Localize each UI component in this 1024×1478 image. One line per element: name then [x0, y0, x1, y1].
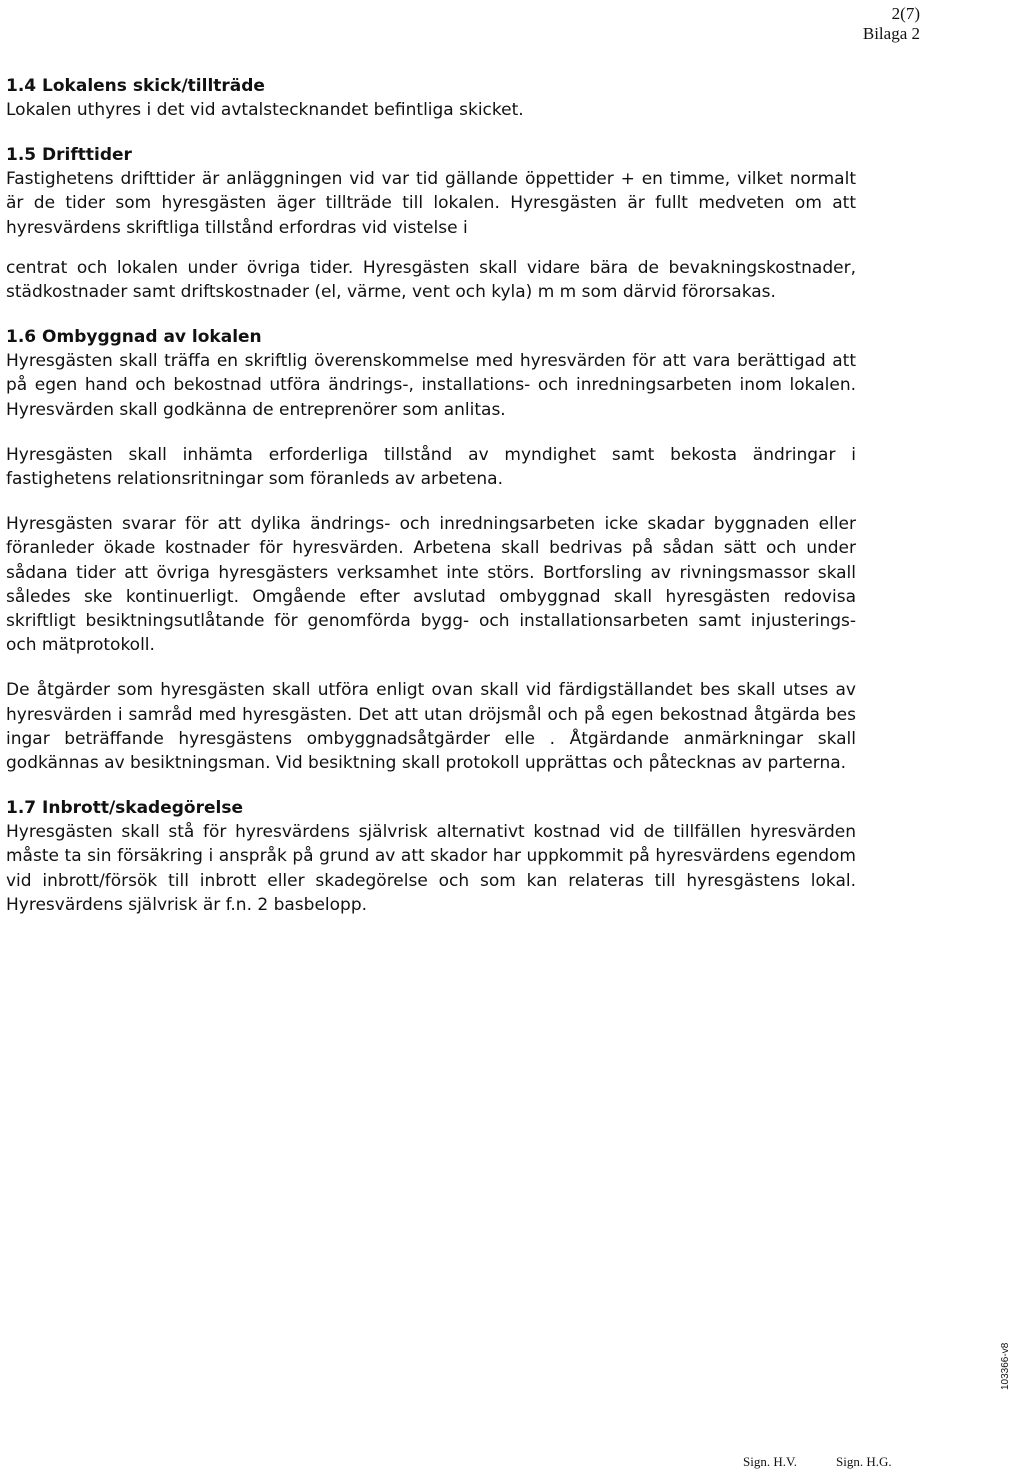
section-ombyggnad — [6, 325, 856, 775]
paragraph: Hyresgästen skall stå för hyresvärdens självrisk alternativt kostnad vid de tillfällen hyresvärden måste ta sin försäkring i anspråk på grund av att skador har uppkommit på hyresvärdens egendom vid inbrott/försök till inbrott eller skadegörelse och som kan relateras till hyresgästens lokal. Hyresvärdens självrisk är f.n. 2 basbelopp. — [6, 822, 856, 915]
document-code: 103366-v8 — [1000, 1342, 1011, 1390]
paragraph: centrat och lokalen under övriga tider. Hyresgästen skall vidare bära de bevakningskostnader, städkostnader samt driftskostnader (el, värme, vent och kyla) m m som därvid förorsakas. — [6, 257, 856, 303]
document-body — [6, 74, 856, 938]
section-heading: 1.6 Ombyggnad av lokalen — [6, 327, 262, 348]
page-header — [863, 4, 920, 44]
signature-hyresvard: Sign. H.V. — [743, 1454, 797, 1469]
section-heading: 1.4 Lokalens skick/tillträde — [6, 76, 265, 96]
appendix-label: Bilaga 2 — [862, 24, 920, 43]
paragraph: Lokalen uthyres i det vid avtalstecknandet befintliga skicket. — [6, 100, 524, 120]
section-heading: 1.7 Inbrott/skadegörelse — [6, 798, 243, 819]
section-heading: 1.5 Drifttider — [6, 145, 132, 166]
section-lokalens-skick — [6, 74, 856, 122]
page-number: 2(7) — [891, 4, 920, 23]
paragraph: Hyresgästen svarar för att dylika ändrings- och inredningsarbeten icke skadar byggnaden eller föranleder ökade kostnader för hyresvärden. Arbetena skall bedrivas på sådan sätt och under sådana tider att övriga hyresgästers verksamhet inte störs. Bortforsling av rivningsmassor skall således ske kontinuerligt. Omgående efter avslutad ombyggnad skall hyresgästen redovisa skriftligt besiktningsutlåtande för genomförda bygg- och installationsarbeten samt injusterings- och mätprotokoll. — [6, 514, 856, 656]
signature-hyresgast: Sign. H.G. — [836, 1454, 892, 1469]
section-inbrott — [6, 796, 856, 917]
paragraph: De åtgärder som hyresgästen skall utföra enligt ovan skall vid färdigställandet bes skall utses av hyresvärden i samråd med hyresgästen. Det att utan dröjsmål och på egen bekostnad åtgärda bes ingar beträffande hyresgästens ombyggnadsåtgärder elle . Åtgärdande anmärkningar skall godkännas av besiktningsman. Vid besiktning skall protokoll upprättas och påtecknas av parterna. — [6, 680, 856, 774]
paragraph: Hyresgästen skall inhämta erforderliga tillstånd av myndighet samt bekosta ändringar i fastighetens relationsritningar som föranleds av arbetena. — [6, 444, 856, 490]
paragraph: Fastighetens drifttider är anläggningen vid var tid gällande öppettider + en timme, vilket normalt är de tider som hyresgästen äger tillträde till lokalen. Hyresgästen är fullt medveten om att hyresvärdens skriftliga tillstånd erfordras vid vistelse i — [6, 169, 856, 238]
paragraph: Hyresgästen skall träffa en skriftlig överenskommelse med hyresvärden för att vara berättigad att på egen hand och bekostnad utföra ändrings-, installations- och inredningsarbeten inom lokalen. Hyresvärden skall godkänna de entreprenörer som anlitas. — [6, 351, 856, 420]
section-drifttider — [6, 143, 856, 304]
